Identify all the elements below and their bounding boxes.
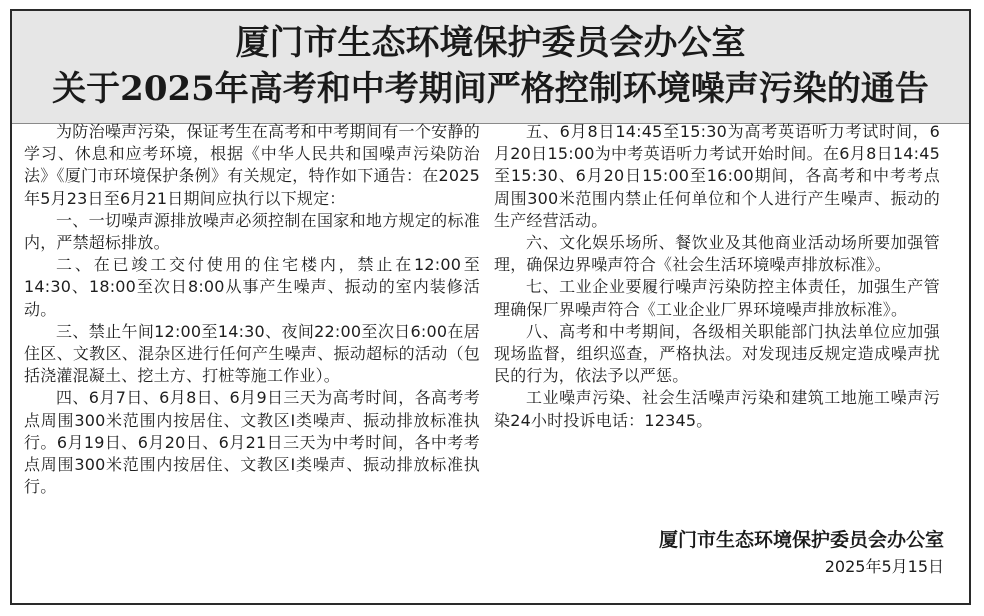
- notice-paragraph-2: 二、在已竣工交付使用的住宅楼内，禁止在12:00至14:30、18:00至次日8:00从事产生噪声、振动的室内装修活动。: [24, 255, 480, 319]
- notice-left-column: [24, 121, 480, 498]
- notice-paragraph-1: 一、一切噪声源排放噪声必须控制在国家和地方规定的标准内，严禁超标排放。: [24, 210, 480, 253]
- notice-paragraph-intro: 为防治噪声污染，保证考生在高考和中考期间有一个安静的学习、休息和应考环境，根据《中华人民共和国噪声污染防治法》《厦门市环境保护条例》有关规定，特作如下通告：在2025年5月23日至6月21日期间应执行以下规定：: [24, 122, 480, 208]
- notice-paragraph-7: 七、工业企业要履行噪声污染防控主体责任，加强生产管理确保厂界噪声符合《工业企业厂界环境噪声排放标准》。: [494, 277, 940, 319]
- notice-paragraph-8: 八、高考和中考期间，各级相关职能部门执法单位应加强现场监督，组织巡查，严格执法。对发现违反规定造成噪声扰民的行为，依法予以严惩。: [494, 321, 940, 386]
- notice-title-subject: 关于2025年高考和中考期间严格控制环境噪声污染的通告: [52, 69, 929, 109]
- notice-title-issuer: 厦门市生态环境保护委员会办公室: [235, 23, 746, 63]
- notice-paragraph-4: 四、6月7日、6月8日、6月9日三天为高考时间，各高考考点周围300米范围内按居住、文教区I类噪声、振动排放标准执行。6月19日、6月20日、6月21日三天为中考时间，各中考考点周围300米范围内按居住、文教区I类噪声、振动排放标准执行。: [24, 388, 480, 497]
- notice-right-column: [494, 121, 940, 432]
- notice-paragraph-6: 六、文化娱乐场所、餐饮业及其他商业活动场所要加强管理，确保边界噪声符合《社会生活环境噪声排放标准》。: [494, 233, 940, 275]
- notice-complaint-hotline: 工业噪声污染、社会生活噪声污染和建筑工地施工噪声污染24小时投诉电话：12345。: [494, 388, 940, 430]
- notice-paragraph-5: 五、6月8日14:45至15:30为高考英语听力考试时间，6月20日15:00为中考英语听力考试开始时间。在6月8日14:45至15:30、6月20日15:00至16:00期间，各高考和中考考点周围300米范围内禁止任何单位和个人进行产生噪声、振动的生产经营活动。: [494, 122, 940, 230]
- signature-organization: 厦门市生态环境保护委员会办公室: [658, 529, 944, 551]
- notice-paragraph-3: 三、禁止午间12:00至14:30、夜间22:00至次日6:00在居住区、文教区、混杂区进行任何产生噪声、振动超标的活动（包括浇灌混凝土、挖土方、打桩等施工作业）。: [24, 321, 480, 386]
- signature-date: 2025年5月15日: [824, 557, 944, 576]
- notice-header: [12, 11, 969, 124]
